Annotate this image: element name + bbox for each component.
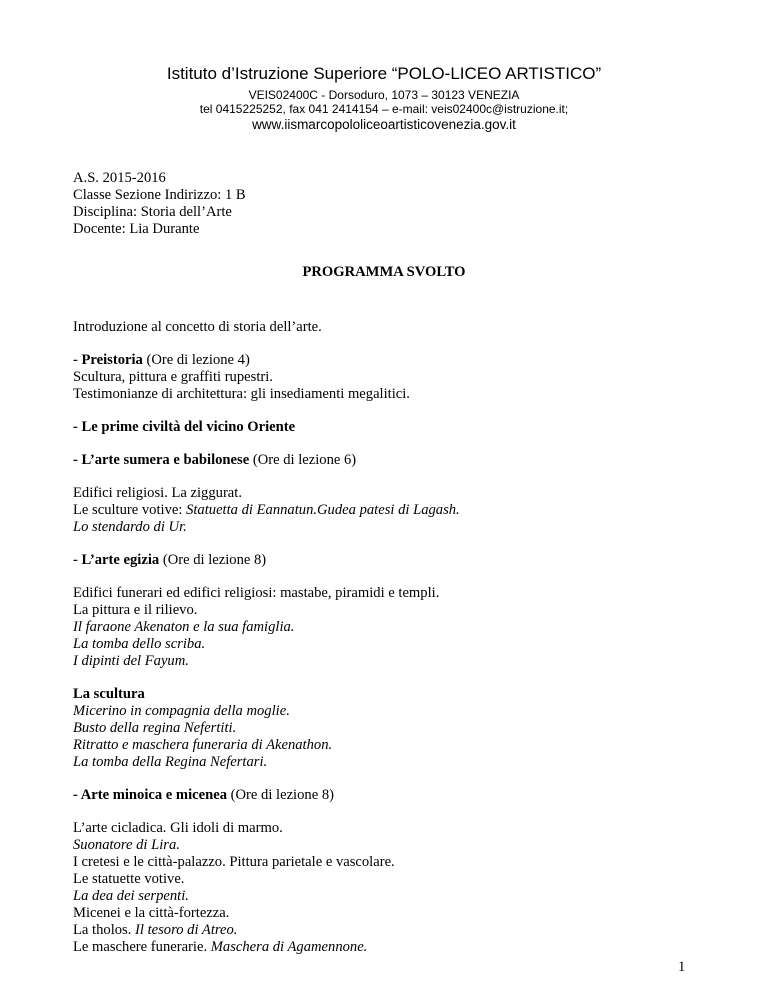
text-line: Edifici religiosi. La ziggurat. (73, 485, 242, 501)
artwork-title: I dipinti del Fayum. (73, 653, 189, 669)
text-line: Le statuette votive. (73, 871, 185, 887)
artwork-title: Micerino in compagnia della moglie. (73, 703, 290, 719)
artwork-title: Maschera di Agamennone. (210, 939, 368, 955)
institute-address: VEIS02400C - Dorsoduro, 1073 – 30123 VENEZIA (248, 88, 520, 102)
text-line: Testimonianze di architettura: gli insediamenti megalitici. (73, 386, 410, 402)
section-heading: - Le prime civiltà del vicino Oriente (73, 419, 296, 435)
artwork-title: La dea dei serpenti. (73, 888, 189, 904)
text-line (73, 502, 460, 519)
artwork-title: Busto della regina Nefertiti. (73, 720, 237, 736)
teacher: Docente: Lia Durante (73, 221, 200, 237)
section-sumera (73, 452, 356, 469)
text-line: Micenei e la città-fortezza. (73, 905, 230, 921)
text-line: L’arte cicladica. Gli idoli di marmo. (73, 820, 283, 836)
text-line (73, 922, 237, 939)
section-heading: - L’arte sumera e babilonese (73, 452, 250, 468)
section-heading: La scultura (73, 686, 145, 702)
page-title: PROGRAMMA SVOLTO (302, 264, 466, 280)
section-heading: - Arte minoica e micenea (73, 787, 227, 803)
institute-website: www.iismarcopololiceoartisticovenezia.gov.it (252, 117, 516, 132)
school-year: A.S. 2015-2016 (73, 170, 166, 186)
section-preistoria (73, 352, 250, 369)
text-line (73, 939, 367, 956)
text-line: La pittura e il rilievo. (73, 602, 198, 618)
section-hours: (Ore di lezione 8) (227, 787, 334, 803)
section-scultura (73, 686, 145, 703)
section-heading: - L’arte egizia (73, 552, 160, 568)
section-hours: (Ore di lezione 6) (249, 452, 357, 468)
artwork-title: Statuetta di Eannatun.Gudea patesi di Lagash. (186, 502, 460, 518)
text-line: Scultura, pittura e graffiti rupestri. (73, 369, 273, 385)
artwork-title: Ritratto e maschera funeraria di Akenathon. (73, 737, 333, 753)
text-prefix: La tholos. (73, 922, 136, 938)
page-number: 1 (678, 959, 686, 975)
text-line: I cretesi e le città-palazzo. Pittura parietale e vascolare. (73, 854, 395, 870)
artwork-title: Lo stendardo di Ur. (73, 519, 187, 535)
section-oriente (73, 419, 295, 436)
intro-line: Introduzione al concetto di storia dell’arte. (73, 319, 322, 335)
text-prefix: Le maschere funerarie. (73, 939, 211, 955)
section-heading: - Preistoria (73, 352, 143, 368)
institute-name: Istituto d’Istruzione Superiore “POLO-LICEO ARTISTICO” (166, 64, 602, 83)
section-hours: (Ore di lezione 8) (159, 552, 267, 568)
artwork-title: Il tesoro di Atreo. (135, 922, 238, 938)
section-egizia (73, 552, 266, 569)
artwork-title: Il faraone Akenaton e la sua famiglia. (73, 619, 295, 635)
artwork-title: La tomba dello scriba. (73, 636, 206, 652)
subject: Disciplina: Storia dell’Arte (73, 204, 232, 220)
section-minoica (73, 787, 334, 804)
section-hours: (Ore di lezione 4) (142, 352, 250, 368)
institute-contacts: tel 0415225252, fax 041 2414154 – e-mail: veis02400c@istruzione.it; (199, 102, 569, 116)
artwork-title: La tomba della Regina Nefertari. (73, 754, 268, 770)
text-prefix: Le sculture votive: (73, 502, 187, 518)
class-section: Classe Sezione Indirizzo: 1 B (73, 187, 246, 203)
artwork-title: Suonatore di Lira. (73, 837, 180, 853)
text-line: Edifici funerari ed edifici religiosi: mastabe, piramidi e templi. (73, 585, 440, 601)
